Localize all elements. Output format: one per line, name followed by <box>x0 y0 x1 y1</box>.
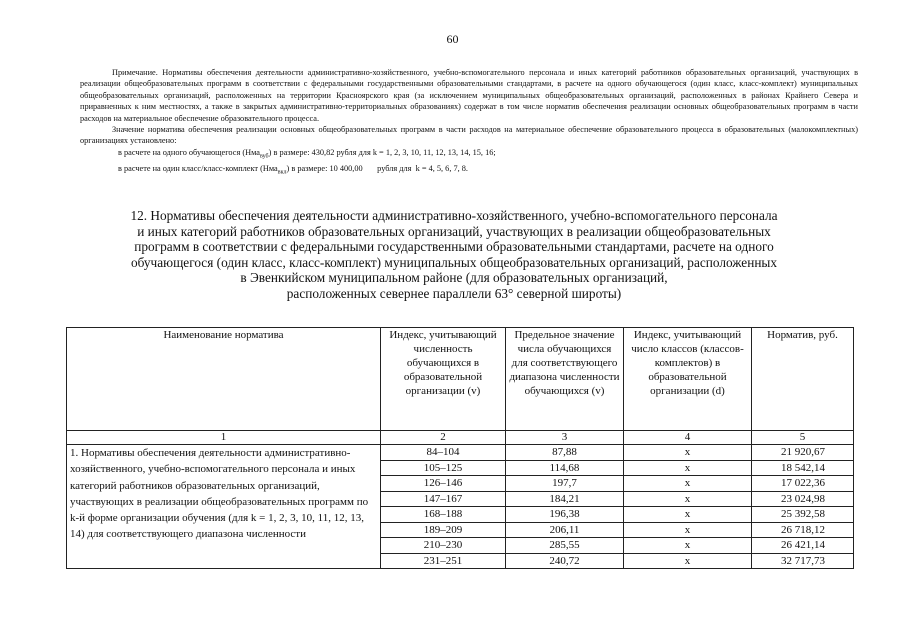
header-norm-name: Наименование норматива <box>67 328 381 431</box>
section-heading <box>78 208 830 302</box>
column-number: 3 <box>506 431 624 445</box>
table-column-numbers-row <box>67 431 854 445</box>
cell-range: 231–251 <box>381 553 506 569</box>
header-norm-rub: Норматив, руб. <box>752 328 854 431</box>
header-index-classes: Индекс, учитывающий число классов (классов-комплектов) в образовательной организации (d) <box>624 328 752 431</box>
cell-limit: 184,21 <box>506 491 624 507</box>
cell-norm: 25 392,58 <box>752 507 854 523</box>
row-label: 1. Нормативы обеспечения деятельности административно-хозяйственного, учебно-вспомогательного персонала и иных категорий работников образовательных организаций, участвующих в реализации общеобразовательных программ по k-й форме организации обучения (для k = 1, 2, 3, 10, 11, 12, 13, 14) для соответствующего диапазона численности <box>67 445 381 569</box>
cell-norm: 17 022,36 <box>752 476 854 492</box>
cell-range: 126–146 <box>381 476 506 492</box>
cell-limit: 196,38 <box>506 507 624 523</box>
column-number: 1 <box>67 431 381 445</box>
note-line-per-student <box>80 147 858 163</box>
cell-norm: 18 542,14 <box>752 460 854 476</box>
note-line2-prefix: в расчете на один класс/класс-комплект (Нма <box>118 163 278 173</box>
cell-index-d: x <box>624 460 752 476</box>
note-paragraph-1: Примечание. Нормативы обеспечения деятельности административно-хозяйственного, учебно-вспомогательного персонала и иных категорий работников образовательных организаций, участвующих в реализации общеобразовательных программ в соответствии с федеральными государственными образовательными стандартами, в расчете на одного обучающегося (один класс, класс-комплект) муниципальных общеобразовательных организаций, расположенных на территории Красноярского края (за исключением муниципальных общеобразовательных организаций, расположенных в районах Крайнего Севера и приравненных к ним местностях, а также в закрытых административно-территориальных образованиях) содержат в том числе норматив обеспечения реализации основных общеобразовательных программ в части расходов на материальное обеспечение образовательного процесса. <box>80 68 858 123</box>
cell-norm: 26 718,12 <box>752 522 854 538</box>
note-line1-sub: вуб <box>260 153 269 160</box>
column-number: 5 <box>752 431 854 445</box>
note-line1-prefix: в расчете на одного обучающегося (Нма <box>118 147 260 157</box>
cell-limit: 240,72 <box>506 553 624 569</box>
column-number: 2 <box>381 431 506 445</box>
note-line2-suffix: ) в размере: 10 400,00 рубля для k = 4, 5, 6, 7, 8. <box>286 163 468 173</box>
cell-norm: 32 717,73 <box>752 553 854 569</box>
table-header-row <box>67 328 854 431</box>
heading-line: обучающегося (один класс, класс-комплект) муниципальных общеобразовательных организаций, расположенных <box>130 254 778 270</box>
heading-line: программ в соответствии с федеральными государственными образовательными стандартами, расчете на одного <box>134 239 774 255</box>
cell-range: 147–167 <box>381 491 506 507</box>
cell-index-d: x <box>624 476 752 492</box>
page-number: 60 <box>446 32 459 46</box>
cell-range: 84–104 <box>381 445 506 461</box>
cell-range: 210–230 <box>381 538 506 554</box>
cell-range: 105–125 <box>381 460 506 476</box>
cell-limit: 285,55 <box>506 538 624 554</box>
cell-limit: 206,11 <box>506 522 624 538</box>
header-limit-value: Предельное значение числа обучающихся для соответствующего диапазона численности обучающихся (v) <box>506 328 624 431</box>
note-line-per-class <box>80 163 858 179</box>
cell-limit: 87,88 <box>506 445 624 461</box>
heading-line: в Эвенкийском муниципальном районе (для образовательных организаций, <box>240 270 668 286</box>
column-number: 4 <box>624 431 752 445</box>
heading-line: 12. Нормативы обеспечения деятельности административно-хозяйственного, учебно-вспомогательного персонала <box>130 208 778 223</box>
cell-norm: 23 024,98 <box>752 491 854 507</box>
note-line2-sub: вкл <box>277 169 287 176</box>
cell-index-d: x <box>624 553 752 569</box>
cell-limit: 197,7 <box>506 476 624 492</box>
table-row <box>67 445 854 461</box>
cell-index-d: x <box>624 522 752 538</box>
heading-line: расположенных севернее параллели 63° северной широты) <box>286 285 622 301</box>
cell-index-d: x <box>624 445 752 461</box>
norms-table <box>66 327 854 569</box>
note-block <box>80 67 858 179</box>
header-index-students: Индекс, учитывающий численность обучающихся в образовательной организации (v) <box>381 328 506 431</box>
cell-range: 189–209 <box>381 522 506 538</box>
cell-index-d: x <box>624 507 752 523</box>
cell-range: 168–188 <box>381 507 506 523</box>
cell-index-d: x <box>624 538 752 554</box>
note-line1-suffix: ) в размере: 430,82 рубля для k = 1, 2, 3, 10, 11, 12, 13, 14, 15, 16; <box>268 147 496 157</box>
note-paragraph-2: Значение норматива обеспечения реализации основных общеобразовательных программ в части расходов на материальное обеспечение образовательного процесса в образовательных (малокомплектных) организациях установлено: <box>80 125 858 146</box>
cell-index-d: x <box>624 491 752 507</box>
cell-limit: 114,68 <box>506 460 624 476</box>
cell-norm: 21 920,67 <box>752 445 854 461</box>
heading-line: и иных категорий работников образовательных организаций, участвующих в реализации общеобразовательных <box>137 223 771 239</box>
cell-norm: 26 421,14 <box>752 538 854 554</box>
